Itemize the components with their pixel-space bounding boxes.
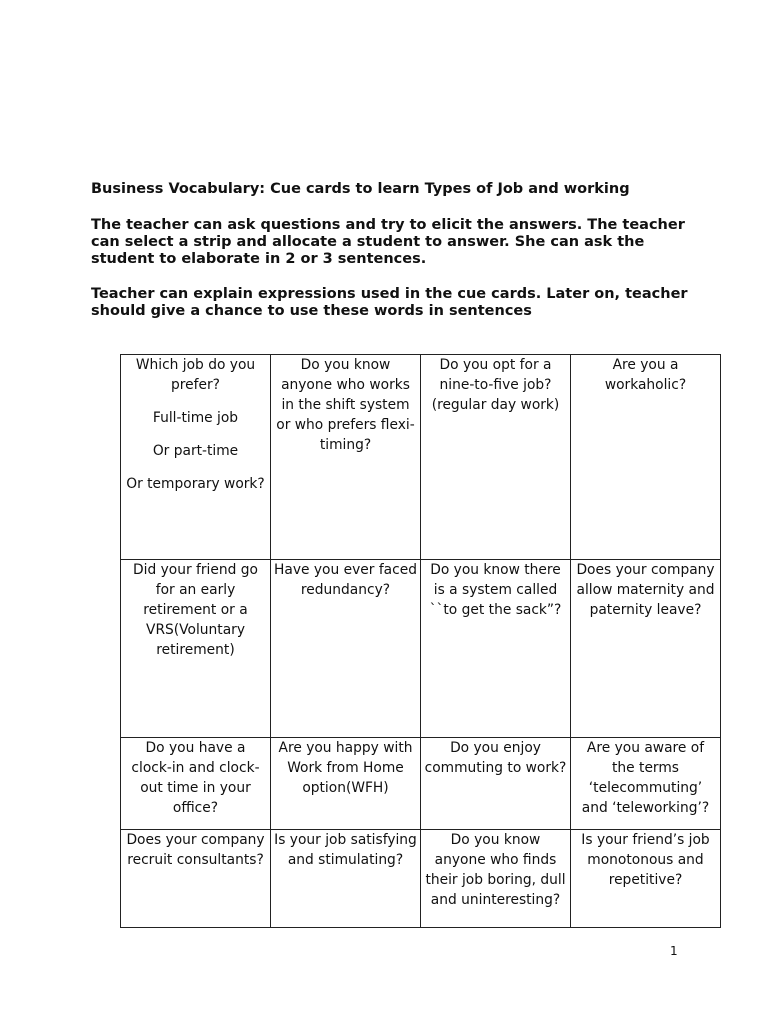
cue-card: Are you a workaholic? (571, 355, 721, 560)
cue-card: Do you opt for a nine-to-five job? (regular day work) (421, 355, 571, 560)
cue-card: Does your company allow maternity and paternity leave? (571, 560, 721, 738)
cue-card: Have you ever faced redundancy? (271, 560, 421, 738)
cue-card: Is your friend’s job monotonous and repetitive? (571, 830, 721, 928)
table-row (121, 738, 721, 830)
table-row (121, 560, 721, 738)
cue-card-option: Full-time job (152, 410, 239, 426)
cue-card: Are you happy with Work from Home option(WFH) (271, 738, 421, 830)
cue-card-option: Or part-time (152, 443, 239, 459)
cue-card-question: Which job do you prefer? (135, 357, 256, 393)
cue-card: Is your job satisfying and stimulating? (271, 830, 421, 928)
cue-card: Did your friend go for an early retirement or a VRS(Voluntary retirement) (121, 560, 271, 738)
cue-card: Do you enjoy commuting to work? (421, 738, 571, 830)
cue-card: Does your company recruit consultants? (121, 830, 271, 928)
cue-card: Do you know anyone who works in the shift system or who prefers flexi-timing? (271, 355, 421, 560)
cue-card (121, 355, 271, 560)
document-title: Business Vocabulary: Cue cards to learn Types of Job and working (91, 181, 630, 197)
page-number: 1 (670, 944, 678, 958)
instructions-paragraph: Teacher can explain expressions used in the cue cards. Later on, teacher should give a chance to use these words in sentences (91, 286, 688, 319)
cue-card: Do you have a clock-in and clock-out time in your office? (121, 738, 271, 830)
cue-card: Are you aware of the terms ‘telecommuting’ and ‘teleworking’? (571, 738, 721, 830)
table-row (121, 355, 721, 560)
cue-card: Do you know anyone who finds their job boring, dull and uninteresting? (421, 830, 571, 928)
intro-paragraph: The teacher can ask questions and try to elicit the answers. The teacher can select a strip and allocate a student to answer. She can ask the student to elaborate in 2 or 3 sentences. (91, 217, 685, 267)
cue-card-option: Or temporary work? (126, 476, 265, 492)
table-row (121, 830, 721, 928)
cue-card-table (120, 354, 721, 928)
cue-card: Do you know there is a system called ``to get the sack”? (421, 560, 571, 738)
